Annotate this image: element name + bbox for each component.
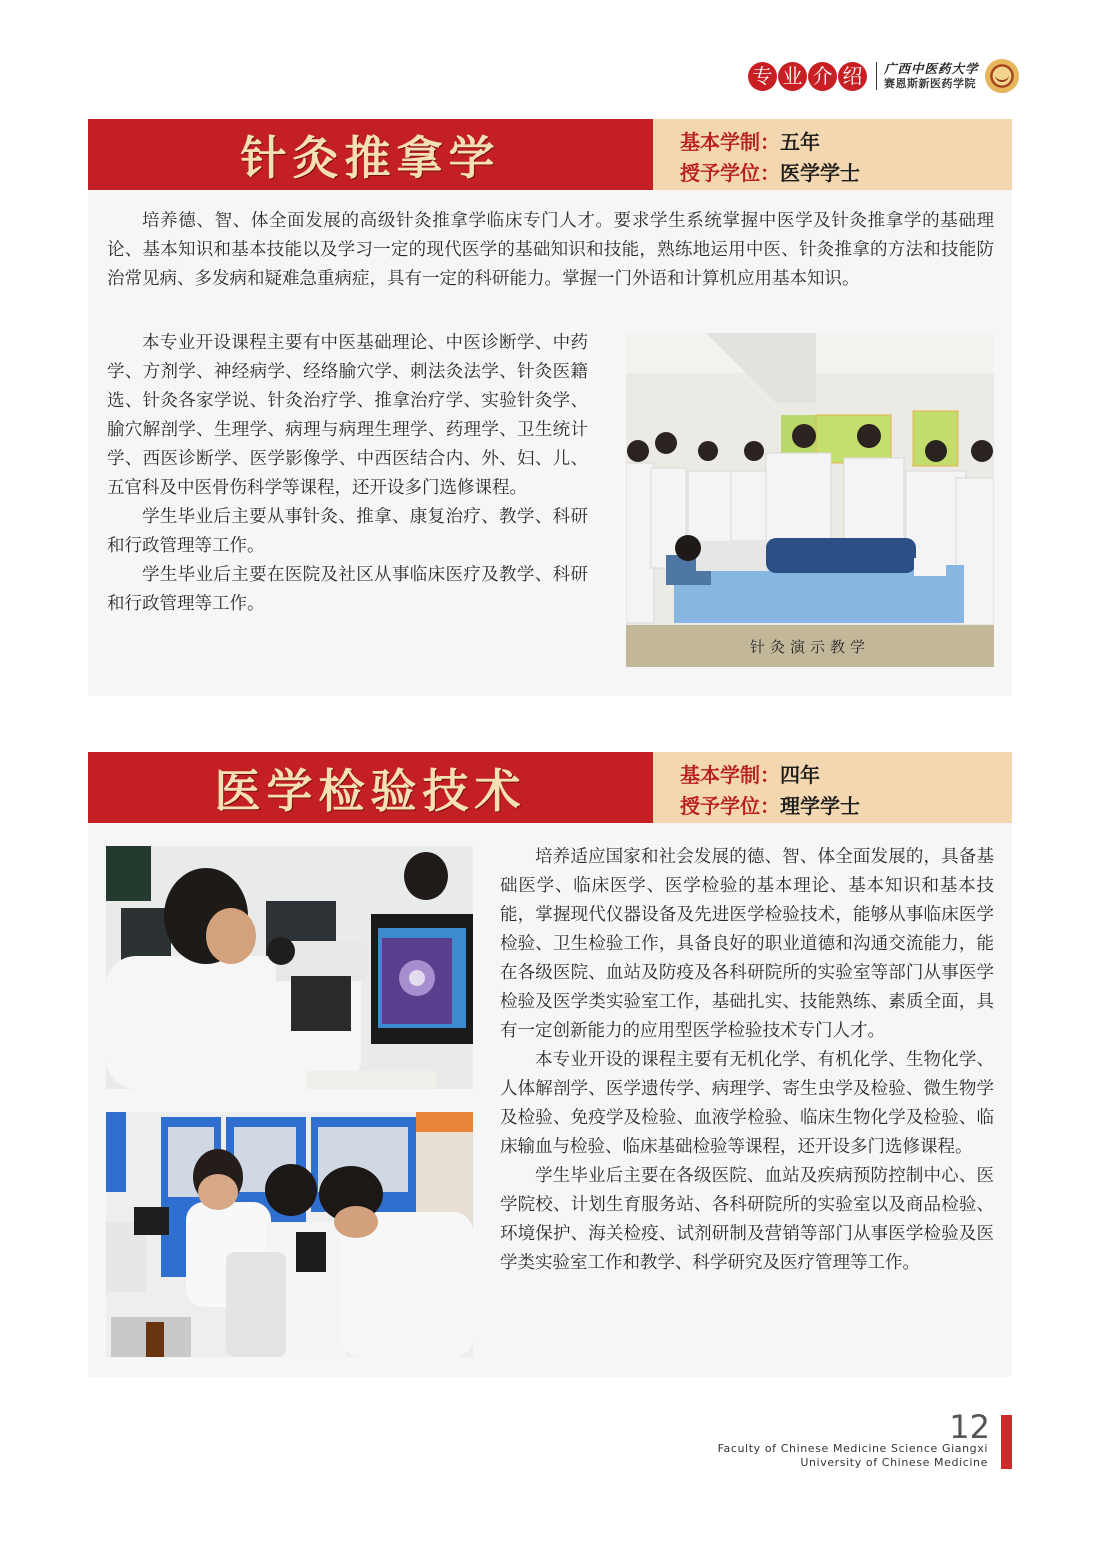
meta-key: 基本学制： [680,763,780,787]
photo-caption-bar [626,625,994,667]
badge-char: 专 [748,62,777,91]
footer-line1: Faculty of Chinese Medicine Science Giangxi [717,1442,988,1455]
section-badge [748,62,867,91]
career-paragraph: 学生毕业后主要从事针灸、推拿、康复治疗、教学、科研和行政管理等工作。 [107,507,588,556]
page-number: 12 [949,1408,990,1446]
page-header [748,56,1019,96]
badge-char: 介 [808,62,837,91]
university-name [884,61,979,91]
career-paragraph: 学生毕业后主要在各级医院、血站及疾病预防控制中心、医学院校、计划生育服务站、各科研院所的实验室以及商品检验、环境保护、海关检疫、试剂研制及营销等部门从事医学检验及医学类实验室工作和教学、科学研究及医疗管理等工作。 [500,1166,994,1273]
badge-char: 绍 [838,62,867,91]
section-title-box [88,752,653,823]
meta-key: 授予学位： [680,161,780,185]
photo-caption: 针灸演示教学 [749,637,870,656]
meta-duration [680,760,1012,791]
section-meta [653,119,1012,190]
footer-text [718,1442,988,1470]
meta-value: 理学学士 [780,794,860,818]
section-lab-medicine [88,752,1012,1377]
objective-paragraph: 培养适应国家和社会发展的德、智、体全面发展的，具备基础医学、临床医学、医学检验的基本理论、基本知识和基本技能，掌握现代仪器设备及先进医学检验技术，能够从事临床医学检验、卫生检验工作，具备良好的职业道德和沟通交流能力，能在各级医院、血站及防疫及各科研院所的实验室等部门从事医学检验及医学类实验室工作，基础扎实、技能熟练、素质全面，具有一定创新能力的应用型医学检验技术专门人才。 [500,847,994,1041]
section-meta [653,752,1012,823]
section-title: 医学检验技术 [214,763,527,818]
footer-line2: University of Chinese Medicine [800,1456,988,1469]
footer-accent-bar [1001,1415,1012,1469]
courses-paragraph: 本专业开设的课程主要有无机化学、有机化学、生物化学、人体解剖学、医学遗传学、病理学、寄生虫学及检验、微生物学及检验、免疫学及检验、血液学检验、临床生物化学及检验、临床输血与检验、临床基础检验等课程，还开设多门选修课程。 [500,1050,994,1157]
microscope-lab-photo [106,846,473,1089]
meta-value: 四年 [780,763,820,787]
intro-paragraph: 培养德、智、体全面发展的高级针灸推拿学临床专门人才。要求学生系统掌握中医学及针灸推拿学的基础理论、基本知识和基本技能以及学习一定的现代医学的基础知识和技能，熟练地运用中医、针灸推拿的方法和技能防治常见病、多发病和疑难急重病症，具有一定的科研能力。掌握一门外语和计算机应用基本知识。 [107,211,994,289]
meta-duration [680,127,1012,158]
meta-degree [680,791,1012,822]
header-divider [876,62,877,90]
courses-paragraph: 本专业开设课程主要有中医基础理论、中医诊断学、中药学、方剂学、神经病学、经络腧穴学、刺法灸法学、针灸医籍选、针灸各家学说、针灸治疗学、推拿治疗学、实验针灸学、腧穴解剖学、生理学、病理与病理生理学、药理学、卫生统计学、西医诊断学、医学影像学、中西医结合内、外、妇、儿、五官科及中医骨伤科学等课程，还开设多门选修课程。 [107,333,588,498]
section-header [88,752,1012,823]
university-seal-icon [985,59,1019,93]
section-title-box [88,119,653,190]
meta-value: 五年 [780,130,820,154]
meta-key: 基本学制： [680,130,780,154]
career-paragraph: 学生毕业后主要在医院及社区从事临床医疗及教学、科研和行政管理等工作。 [107,565,588,614]
section-acupuncture [88,119,1012,696]
section-header [88,119,1012,190]
lab-teaching-photo [106,1112,473,1357]
badge-char: 业 [778,62,807,91]
meta-key: 授予学位： [680,794,780,818]
meta-degree [680,158,1012,189]
university-name-line1: 广西中医药大学 [884,61,979,76]
section-title: 针灸推拿学 [240,130,501,185]
acupuncture-demo-photo [626,333,994,625]
university-name-line2: 赛恩斯新医药学院 [884,77,976,90]
meta-value: 医学学士 [780,161,860,185]
